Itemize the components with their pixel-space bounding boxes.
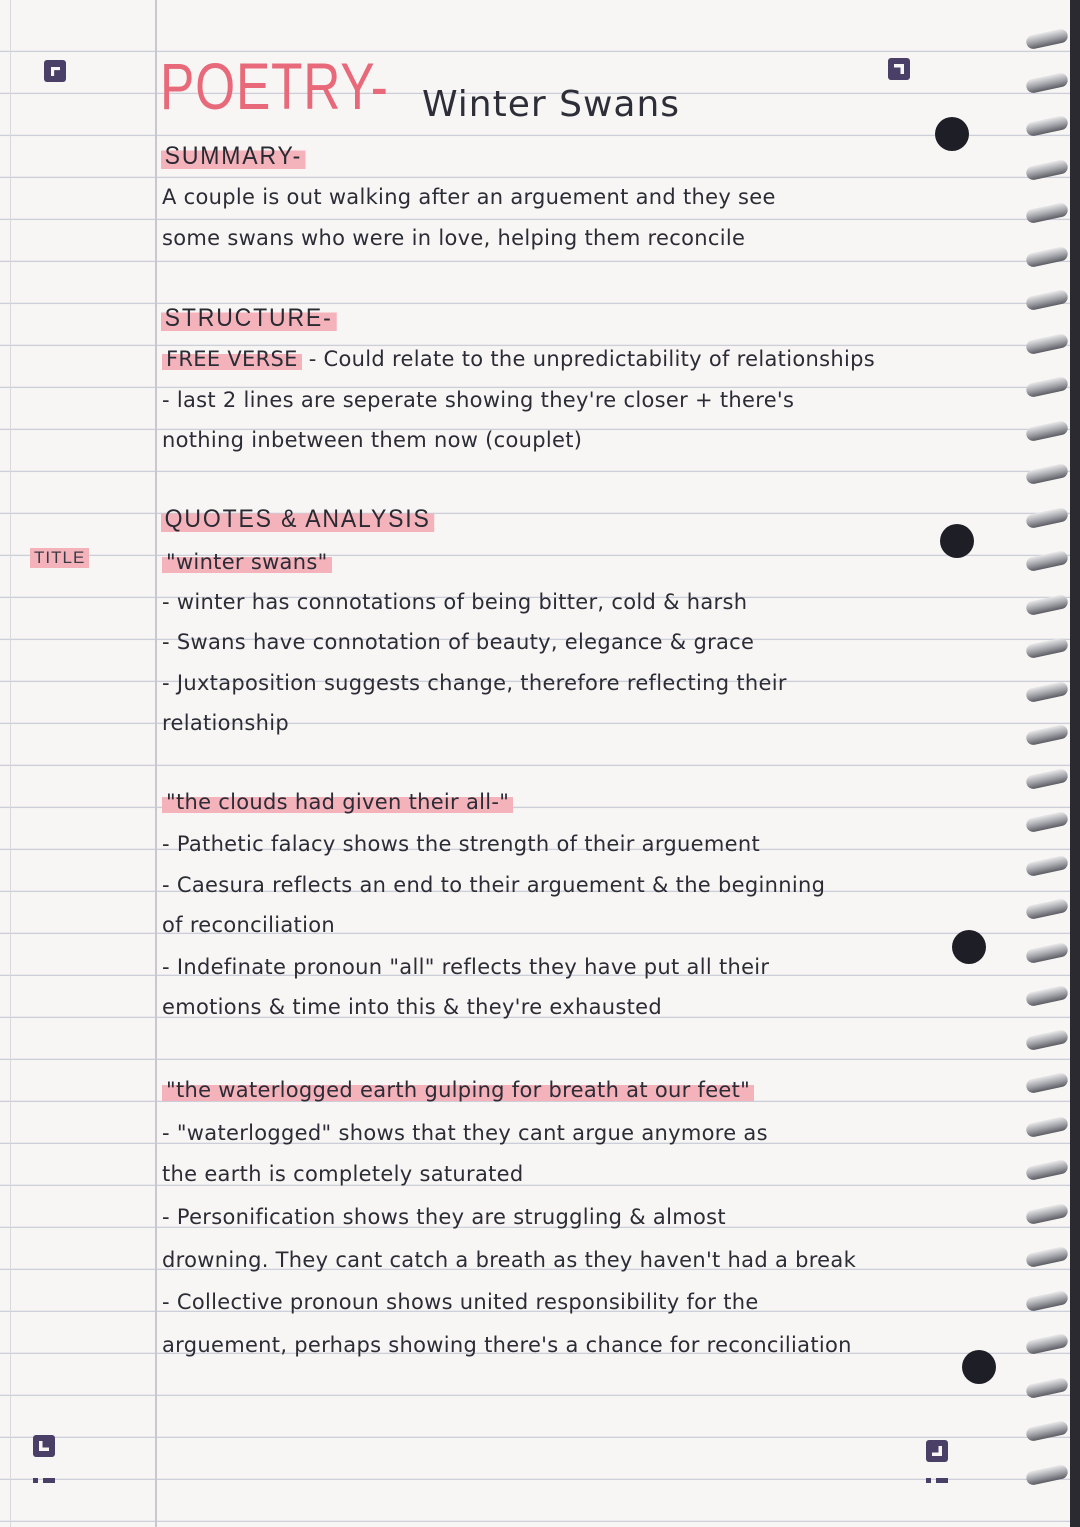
analysis-line: - Personification shows they are struggling & almost bbox=[162, 1205, 726, 1229]
spiral-coil bbox=[1025, 637, 1069, 659]
summary-line: A couple is out walking after an arguement and they see bbox=[162, 185, 776, 209]
analysis-line: - winter has connotations of being bitter, cold & harsh bbox=[162, 590, 748, 614]
spiral-coil bbox=[1025, 811, 1069, 833]
spiral-coil bbox=[1025, 1333, 1069, 1355]
corner-marker-bottom-left-icon bbox=[33, 1435, 55, 1457]
spiral-coil bbox=[1025, 1246, 1069, 1268]
page-edge bbox=[10, 0, 11, 1527]
page-title: POETRY- bbox=[160, 49, 389, 123]
spiral-coil bbox=[1025, 115, 1069, 137]
analysis-line: the earth is completely saturated bbox=[162, 1162, 524, 1186]
quotes-heading: QUOTES & ANALYSIS bbox=[161, 505, 434, 534]
spiral-coil bbox=[1025, 71, 1069, 93]
spiral-coil bbox=[1025, 376, 1069, 398]
analysis-line: - Indefinate pronoun "all" reflects they have put all their bbox=[162, 955, 770, 979]
spiral-coil bbox=[1025, 1420, 1069, 1442]
spiral-coil bbox=[1025, 1028, 1069, 1050]
spiral-coil bbox=[1025, 550, 1069, 572]
analysis-line: - Collective pronoun shows united responsibility for the bbox=[162, 1290, 759, 1314]
margin-line bbox=[155, 0, 157, 1527]
punch-hole bbox=[952, 930, 986, 964]
spiral-coil bbox=[1025, 245, 1069, 267]
spiral-coil bbox=[1025, 941, 1069, 963]
spiral-coil bbox=[1025, 767, 1069, 789]
structure-line-text: - Could relate to the unpredictability of relationships bbox=[308, 347, 875, 371]
punch-hole bbox=[935, 117, 969, 151]
analysis-line: - Juxtaposition suggests change, therefore reflecting their bbox=[162, 671, 787, 695]
corner-marker-top-right-icon bbox=[888, 58, 910, 80]
punch-hole bbox=[962, 1350, 996, 1384]
spiral-coil bbox=[1025, 1159, 1069, 1181]
analysis-line: relationship bbox=[162, 711, 290, 735]
marker-dots-icon bbox=[33, 1478, 55, 1483]
spiral-coil bbox=[1025, 898, 1069, 920]
spiral-coil bbox=[1025, 985, 1069, 1007]
poem-title: Winter Swans bbox=[422, 84, 681, 125]
quote: "the clouds had given their all-" bbox=[162, 790, 513, 814]
spiral-coil bbox=[1025, 724, 1069, 746]
spiral-coil bbox=[1025, 593, 1069, 615]
spiral-coil bbox=[1025, 506, 1069, 528]
spiral-coil bbox=[1025, 1463, 1069, 1485]
spiral-coil bbox=[1025, 1289, 1069, 1311]
spiral-coil bbox=[1025, 1115, 1069, 1137]
free-verse-label: FREE VERSE bbox=[162, 347, 302, 371]
marker-dots-icon bbox=[926, 1478, 948, 1483]
spiral-coil bbox=[1025, 158, 1069, 180]
corner-marker-top-left-icon bbox=[44, 60, 66, 82]
spiral-coil bbox=[1025, 28, 1069, 50]
spiral-coil bbox=[1025, 202, 1069, 224]
structure-heading: STRUCTURE- bbox=[161, 304, 336, 333]
quote: "winter swans" bbox=[162, 550, 332, 574]
spiral-coil bbox=[1025, 1376, 1069, 1398]
analysis-line: - "waterlogged" shows that they cant argue anymore as bbox=[162, 1121, 768, 1145]
spiral-coil bbox=[1025, 332, 1069, 354]
margin-label-title: TITLE bbox=[30, 548, 89, 568]
spiral-coil bbox=[1025, 854, 1069, 876]
notebook-spine bbox=[1070, 0, 1080, 1527]
spiral-coil bbox=[1025, 1072, 1069, 1094]
spiral-coil bbox=[1025, 289, 1069, 311]
analysis-line: arguement, perhaps showing there's a chance for reconciliation bbox=[162, 1333, 852, 1357]
structure-line: - last 2 lines are seperate showing they're closer + there's bbox=[162, 388, 795, 412]
spiral-coil bbox=[1025, 419, 1069, 441]
structure-line: nothing inbetween them now (couplet) bbox=[162, 428, 583, 452]
summary-line: some swans who were in love, helping them reconcile bbox=[162, 226, 746, 250]
analysis-line: drowning. They cant catch a breath as they haven't had a break bbox=[162, 1248, 857, 1272]
analysis-line: of reconciliation bbox=[162, 913, 335, 937]
analysis-line: - Pathetic falacy shows the strength of their arguement bbox=[162, 832, 760, 856]
punch-hole bbox=[940, 524, 974, 558]
structure-line bbox=[162, 347, 875, 371]
analysis-line: - Caesura reflects an end to their arguement & the beginning bbox=[162, 873, 826, 897]
analysis-line: emotions & time into this & they're exhausted bbox=[162, 995, 663, 1019]
summary-heading: SUMMARY- bbox=[161, 142, 306, 171]
quote: "the waterlogged earth gulping for breath at our feet" bbox=[162, 1078, 754, 1102]
corner-marker-bottom-right-icon bbox=[926, 1440, 948, 1462]
spiral-coil bbox=[1025, 463, 1069, 485]
spiral-coil bbox=[1025, 1202, 1069, 1224]
spiral-coil bbox=[1025, 680, 1069, 702]
analysis-line: - Swans have connotation of beauty, elegance & grace bbox=[162, 630, 755, 654]
